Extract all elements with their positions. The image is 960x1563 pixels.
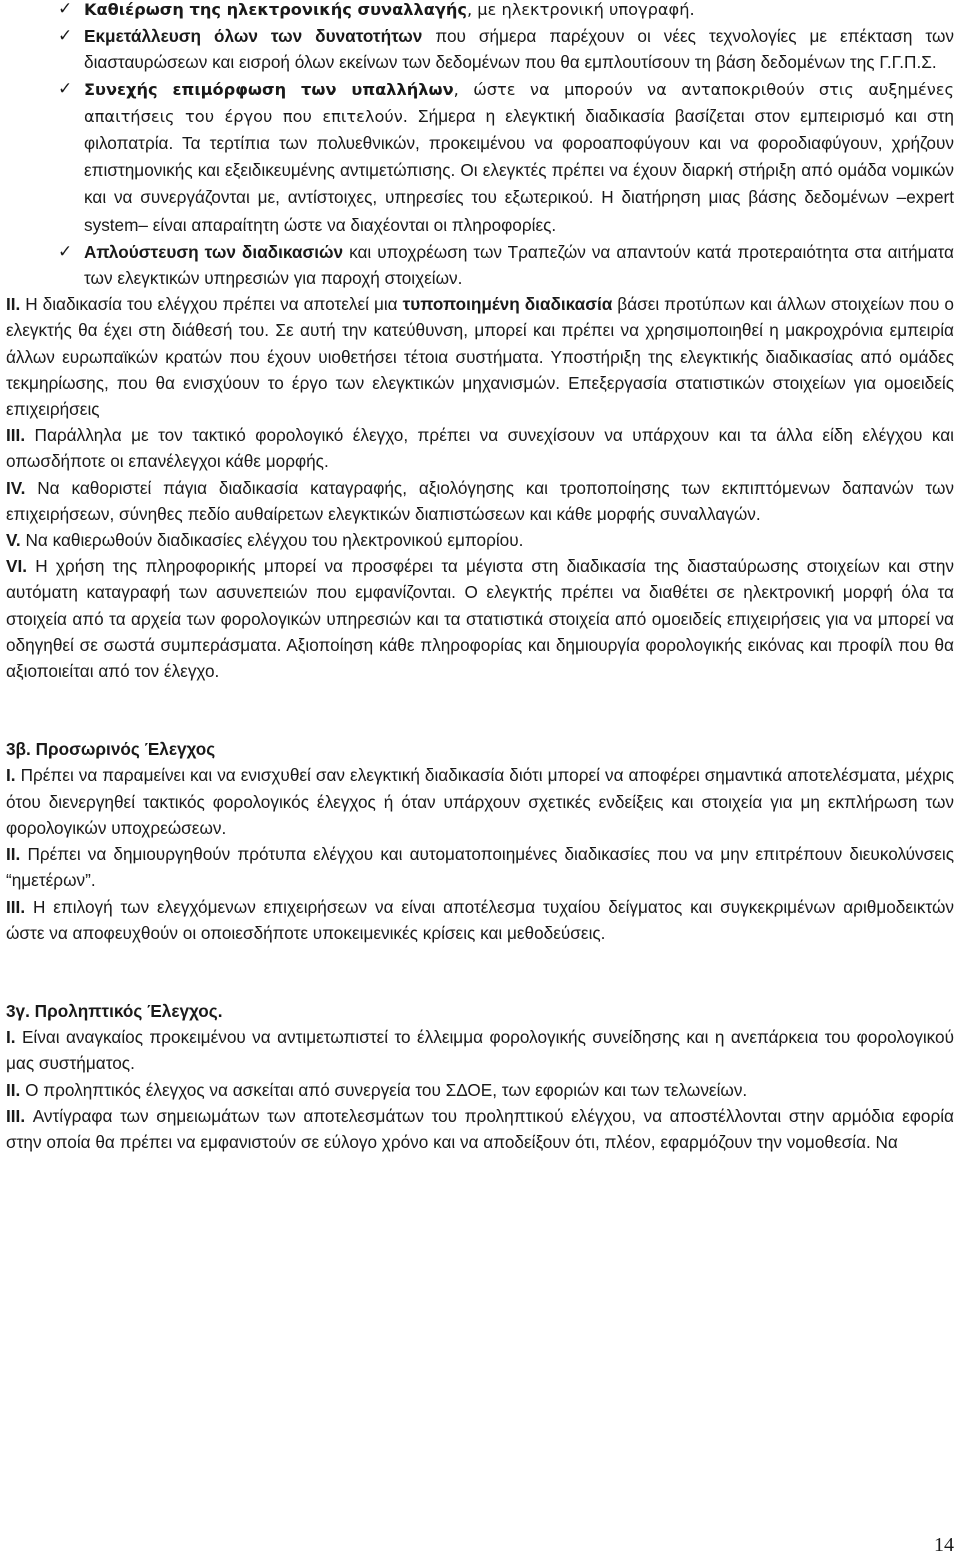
numbered-item (6, 762, 954, 841)
numbered-item (6, 894, 954, 946)
numbered-item (6, 1024, 954, 1076)
checklist-item-text: που σήμερα παρέχουν οι νέες τεχνολογίες με επέκταση των διασταυρώσεων και εισροή όλων εκείνων των δεδομένων που θα εμπλουτίσουν τη βάση δεδομένων της Γ.Γ.Π.Σ. (84, 26, 954, 73)
item-number: III. (6, 425, 26, 446)
checklist-item-text: και υποχρέωση των Τραπεζών να απαντούν κατά προτεραιότητα στα αιτήματα των ελεγκτικών υπηρεσιών για παροχή στοιχείων. (84, 241, 954, 289)
checklist-item-bold: Εκμετάλλευση όλων των δυνατοτήτων (84, 26, 423, 47)
checklist-item (6, 239, 954, 291)
checklist-item-continuation: Σήμερα η ελεγκτική διαδικασία βασίζεται στον εμπειρισμό και στη φιλοπατρία. Τα τερτίπια των πολυεθνικών, προκειμένου να φοροαποφύγουν και να φοροδιαφύγουν, χρήζουν επιστημονικής και εξειδικευμένης αντιμετώπισης. Οι ελεγκτές πρέπει να έχουν διαρκή στήριξη από ομάδα νομικών και να συνεργάζονται με, αντίστοιχες, υπηρεσίες του εξωτερικού. Η διατήρηση μιας βάσης δεδομένων –expert system– είναι απαραίτητη ώστε να διαχέονται οι πληροφορίες. (84, 105, 954, 235)
checklist-item-text: , ώστε να μπορούν να ανταποκριθούν στις αυξημένες απαιτήσεις του έργου που επιτελούν. (84, 79, 955, 126)
numbered-item (6, 841, 954, 893)
item-text: Η διαδικασία του ελέγχου πρέπει να αποτελεί μια (20, 294, 403, 315)
item-text: Να καθοριστεί πάγια διαδικασία καταγραφής, αξιολόγησης και τροποποίησης των εκπιπτόμενων δαπανών των επιχειρήσεων, σύνηθες πεδίο αυθαίρετων ελεγκτικών διαπιστώσεων και κάθε μορφής συναλλαγών. (6, 477, 954, 524)
item-number: II. (6, 1079, 21, 1100)
item-text: Είναι αναγκαίος προκειμένου να αντιμετωπιστεί το έλλειμμα φορολογικής συνείδησης και η ανεπάρκεια του φορολογικού μας συστήματος. (6, 1027, 954, 1074)
checklist-item (6, 0, 954, 23)
checklist-item (6, 76, 954, 239)
checkmark-icon: ✓ (58, 0, 73, 19)
item-number: VI. (6, 556, 28, 577)
item-text: Πρέπει να δημιουργηθούν πρότυπα ελέγχου και αυτοματοποιημένες διαδικασίες που να μην επιτρέπουν διευκολύνσεις “ημετέρων”. (6, 844, 954, 891)
body-text (6, 0, 954, 1155)
item-text: βάσει προτύπων και άλλων στοιχείων που ο ελεγκτής θα έχει στη διάθεσή του. Σε αυτή την κατεύθυνση, μπορεί και πρέπει να χρησιμοποιηθεί η μακροχρόνια εμπειρία άλλων ευρωπαϊκών κρατών που έχουν υιοθετήσει τέτοια συστήματα. Υποστήριξη της ελεγκτικής διαδικασίας από ομάδες τεκμηρίωσης, που θα ενισχύουν το έργο των ελεγκτικών μηχανισμών. Επεξεργασία στατιστικών στοιχείων για ομοειδείς επιχειρήσεις (6, 294, 954, 420)
checklist-item (6, 23, 954, 75)
item-number: IV. (6, 477, 26, 498)
item-text: Η επιλογή των ελεγχόμενων επιχειρήσεων να είναι αποτέλεσμα τυχαίου δείγματος και συγκεκριμένων αριθμοδεικτών ώστε να αποφευχθούν οι οποιεσδήποτε υποκειμενικές κρίσεις και μεθοδεύσεις. (6, 896, 954, 943)
item-number: I. (6, 1027, 16, 1048)
checklist-item-text: , με ηλεκτρονική υπογραφή. (466, 0, 695, 19)
checkmark-icon: ✓ (58, 241, 73, 262)
item-text: Πρέπει να παραμείνει και να ενισχυθεί σαν ελεγκτική διαδικασία διότι μπορεί να αποφέρει σημαντικά αποτελέσματα, μέχρις ότου διενεργηθεί τακτικός φορολογικός έλεγχος ή όταν υπάρχουν σχετικές ενδείξεις και στοιχεία για μη εκπλήρωση των φορολογικών υποχρεώσεων. (6, 765, 954, 838)
numbered-item (6, 291, 954, 422)
numbered-item (6, 1103, 954, 1155)
numbered-item (6, 527, 954, 553)
section-heading: 3γ. Προληπτικός Έλεγχος. (6, 1000, 223, 1021)
checkmark-icon: ✓ (58, 78, 73, 99)
item-emphasis: τυποποιημένη διαδικασία (402, 294, 613, 315)
checklist-item-bold: Απλούστευση των διαδικασιών (84, 241, 344, 262)
checklist-item-bold: Καθιέρωση της ηλεκτρονικής συναλλαγής (84, 0, 467, 19)
item-number: V. (6, 530, 21, 551)
item-text: Να καθιερωθούν διαδικασίες ελέγχου του ηλεκτρονικού εμπορίου. (20, 530, 524, 551)
item-number: III. (6, 1105, 26, 1126)
numbered-item (6, 422, 954, 474)
numbered-item (6, 1077, 954, 1103)
checkmark-icon: ✓ (58, 26, 73, 47)
item-text: Παράλληλα με τον τακτικό φορολογικό έλεγχο, πρέπει να συνεχίσουν να υπάρχουν και τα άλλα είδη ελέγχου και οπωσδήποτε οι επανέλεγχοι κάθε μορφής. (6, 425, 954, 472)
item-number: III. (6, 896, 26, 917)
section-heading: 3β. Προσωρινός Έλεγχος (6, 739, 216, 760)
checklist-item-bold: Συνεχής επιμόρφωση των υπαλλήλων (84, 79, 454, 99)
item-number: II. (6, 844, 21, 865)
numbered-item (6, 553, 954, 684)
item-number: II. (6, 294, 21, 315)
item-text: Η χρήση της πληροφορικής μπορεί να προσφέρει τα μέγιστα στη διαδικασία της διασταύρωσης στοιχείων και στην αυτόματη καταγραφή των ασυνεπειών που εμφανίζονται. Ο ελεγκτής πρέπει να διαθέτει σε ηλεκτρονική μορφή όλα τα στοιχεία από τα αρχεία των φορολογικών υπηρεσιών και τα στατιστικά στοιχεία από ομοειδείς επιχειρήσεις για να μπορεί να οδηγηθεί σε σωστά συμπεράσματα. Αξιοποίηση κάθε πληροφορίας και δημιουργία φορολογικής εικόνας και προφίλ που θα αξιοποιείται από τον έλεγχο. (6, 556, 954, 682)
numbered-item (6, 475, 954, 527)
item-text: Αντίγραφα των σημειωμάτων των αποτελεσμάτων του προληπτικού ελέγχου, να αποστέλλονται στην αρμόδια εφορία στην οποία θα πρέπει να εμφανιστούν σε εύλογο χρόνο και να αποδείξουν ότι, πλέον, εφαρμόζουν την νομοθεσία. Να (6, 1105, 954, 1152)
item-number: I. (6, 765, 16, 786)
item-text: Ο προληπτικός έλεγχος να ασκείται από συνεργεία του ΣΔΟΕ, των εφοριών και των τελωνείων. (20, 1079, 748, 1100)
page-number: 14 (934, 1534, 954, 1556)
